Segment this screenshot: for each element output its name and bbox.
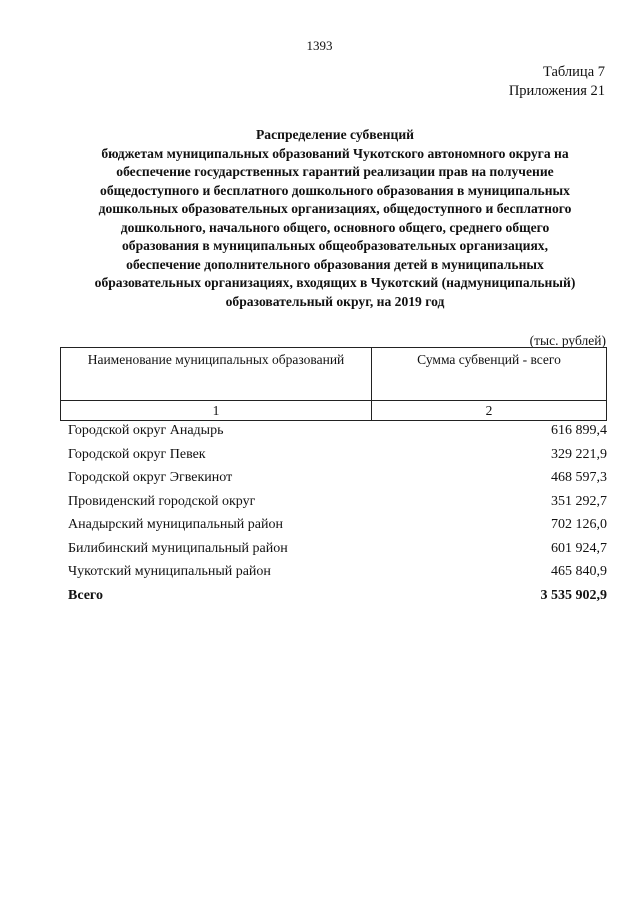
row-name: Билибинский муниципальный район (68, 540, 288, 556)
appendix-number: Приложения 21 (508, 83, 605, 99)
row-name: Чукотский муниципальный район (68, 564, 271, 579)
title-line: бюджетам муниципальных образований Чукотского автономного округа на (101, 145, 569, 161)
row-amount: 329 221,9 (551, 446, 607, 462)
total-label: Всего (68, 587, 103, 603)
title-line: образовательных организациях, входящих в Чукотский (надмуниципальный) (94, 275, 576, 290)
table-row (68, 445, 607, 469)
table-row (68, 562, 607, 586)
table-row (68, 515, 607, 539)
title-line: общедоступного и бесплатного дошкольного образования в муниципальных (100, 182, 570, 198)
table-header (60, 347, 607, 421)
title-line: образовательный округ, на 2019 год (225, 293, 445, 309)
units-label: (тыс. рублей) (529, 333, 606, 348)
row-name: Городской округ Эгвекинот (68, 470, 233, 485)
column-number-1: 1 (61, 401, 372, 421)
row-name: Городской округ Певек (68, 446, 206, 462)
row-amount: 468 597,3 (551, 470, 607, 485)
table-reference (509, 63, 605, 101)
column-header-name: Наименование муниципальных образований (61, 348, 372, 401)
table-body (68, 421, 607, 609)
row-amount: 351 292,7 (551, 493, 607, 509)
row-amount: 601 924,7 (551, 540, 607, 556)
table-row (68, 492, 607, 516)
title-line: образования в муниципальных общеобразовательных организациях, (122, 238, 548, 253)
row-amount: 616 899,4 (551, 423, 607, 438)
table-number: Таблица 7 (542, 64, 605, 80)
row-name: Провиденский городской округ (68, 493, 256, 509)
row-name: Городской округ Анадырь (68, 423, 224, 438)
table-row (68, 421, 607, 445)
title-line: обеспечение государственных гарантий реализации прав на получение (116, 164, 554, 179)
row-amount: 465 840,9 (551, 564, 607, 579)
title-line: дошкольных образовательных организациях, общедоступного и бесплатного (98, 201, 572, 216)
row-amount: 702 126,0 (551, 517, 607, 532)
total-row (68, 586, 607, 610)
table-row (68, 539, 607, 563)
document-title (52, 126, 618, 311)
row-name: Анадырский муниципальный район (68, 517, 283, 532)
table-row (68, 468, 607, 492)
column-number-2: 2 (372, 401, 607, 421)
page-number: 1393 (306, 38, 333, 53)
title-line: обеспечение дополнительного образования детей в муниципальных (126, 256, 544, 272)
title-line: Распределение субвенций (255, 127, 415, 142)
title-line: дошкольного, начального общего, основного общего, среднего общего (120, 219, 550, 235)
column-header-amount: Сумма субвенций - всего (372, 348, 607, 401)
total-amount: 3 535 902,9 (540, 587, 607, 603)
